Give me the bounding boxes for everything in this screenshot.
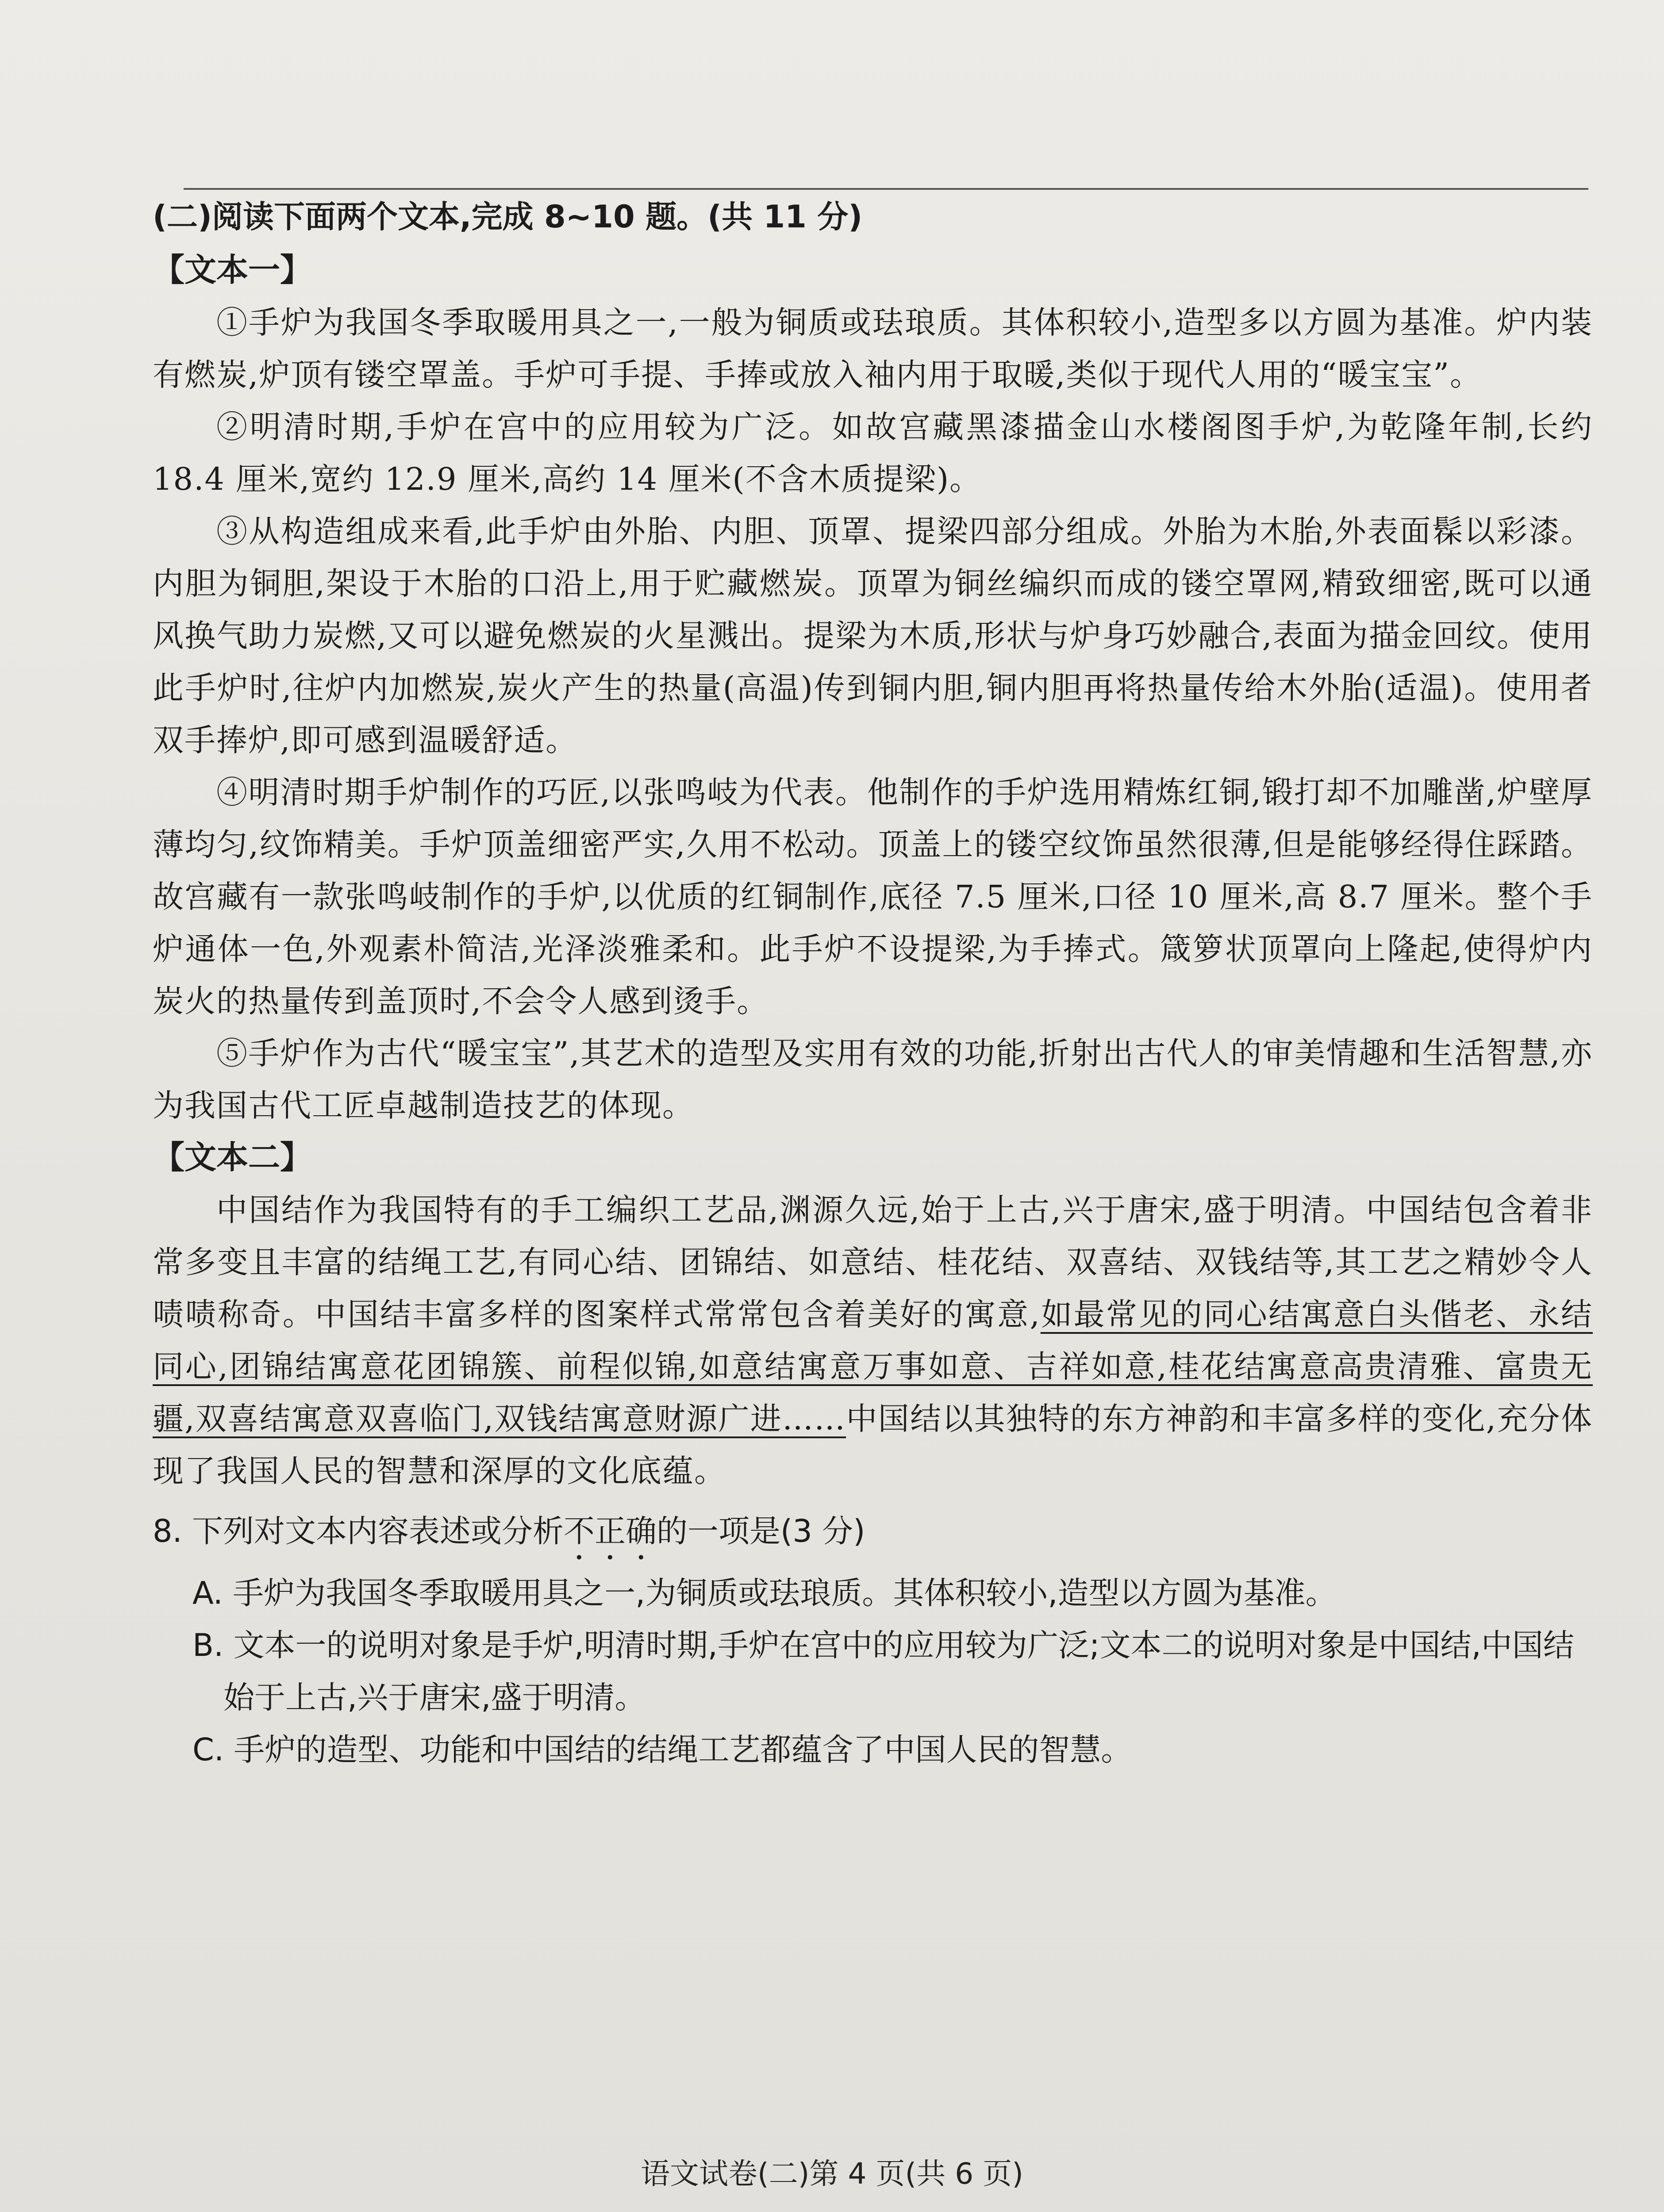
text2-tag: 【文本二】 [153, 1139, 312, 1176]
section-title: (二)阅读下面两个文本,完成 8~10 题。(共 11 分) [153, 199, 863, 235]
q8-option-a: A. 手炉为我国冬季取暖用具之一,为铜质或珐琅质。其体积较小,造型以方圆为基准。 [192, 1575, 1337, 1611]
page-content [153, 195, 1593, 1776]
text2-before-underline: 中国结作为我国特有的手工编织工艺品,渊源久远,始于上古,兴于唐宋,盛于明清。中国结包含着非常多变且丰富的结绳工艺,有同心结、团锦结、如意结、桂花结、双喜结、双钱结等,其工艺之精妙令人啧啧称奇。中国结丰富多样的图案样式常常包含着美好的寓意, [153, 1192, 1593, 1333]
text1-paragraph-4: ④明清时期手炉制作的巧匠,以张鸣岐为代表。他制作的手炉选用精炼红铜,锻打却不加雕凿,炉壁厚薄均匀,纹饰精美。手炉顶盖细密严实,久用不松动。顶盖上的镂空纹饰虽然很薄,但是能够经得住踩踏。故宫藏有一款张鸣岐制作的手炉,以优质的红铜制作,底径 7.5 厘米,口径 10 厘米,高 8.7 厘米。整个手炉通体一色,外观素朴简洁,光泽淡雅柔和。此手炉不设提梁,为手捧式。箴箩状顶罩向上隆起,使得炉内炭火的热量传到盖顶时,不会令人感到烫手。 [153, 774, 1593, 1019]
text2-underlined-examples: 如最常见的同心结寓意白头偕老、永结同心,团锦结寓意花团锦簇、前程似锦,如意结寓意万事如意、吉祥如意,桂花结寓意高贵清雅、富贵无疆,双喜结寓意双喜临门,双钱结寓意财源广进…… [153, 1296, 1593, 1437]
q8-option-b: B. 文本一的说明对象是手炉,明清时期,手炉在宫中的应用较为广泛;文本二的说明对象是中国结,中国结始于上古,兴于唐宋,盛于明清。 [192, 1627, 1574, 1716]
q8-stem-suffix: 的一项是(3 分) [657, 1513, 865, 1549]
q8-stem-emphasis: 不正确 [564, 1513, 657, 1549]
text1-paragraph-2: ②明清时期,手炉在宫中的应用较为广泛。如故宫藏黑漆描金山水楼阁图手炉,为乾隆年制,长约 18.4 厘米,宽约 12.9 厘米,高约 14 厘米(不含木质提梁)。 [153, 409, 1593, 497]
text1-paragraph-3: ③从构造组成来看,此手炉由外胎、内胆、顶罩、提梁四部分组成。外胎为木胎,外表面髹以彩漆。内胆为铜胆,架设于木胎的口沿上,用于贮藏燃炭。顶罩为铜丝编织而成的镂空罩网,精致细密,既可以通风换气助力炭燃,又可以避免燃炭的火星溅出。提梁为木质,形状与炉身巧妙融合,表面为描金回纹。使用此手炉时,往炉内加燃炭,炭火产生的热量(高温)传到铜内胆,铜内胆再将热量传给木外胎(适温)。使用者双手捧炉,即可感到温暖舒适。 [153, 513, 1593, 758]
top-divider [184, 188, 1588, 190]
q8-option-c: C. 手炉的造型、功能和中国结的结绳工艺都蕴含了中国人民的智慧。 [192, 1732, 1132, 1768]
q8-stem-prefix: 8. 下列对文本内容表述或分析 [153, 1513, 564, 1549]
text2-after-underline: 中国结以其独特的东方神韵和丰富多样的变化,充分体现了我国人民的智慧和深厚的文化底蕴。 [153, 1401, 1593, 1489]
text1-paragraph-5: ⑤手炉作为古代“暖宝宝”,其艺术的造型及实用有效的功能,折射出古代人的审美情趣和生活智慧,亦为我国古代工匠卓越制造技艺的体现。 [153, 1035, 1593, 1124]
text1-paragraph-1: ①手炉为我国冬季取暖用具之一,一般为铜质或珐琅质。其体积较小,造型多以方圆为基准。炉内装有燃炭,炉顶有镂空罩盖。手炉可手提、手捧或放入袖内用于取暖,类似于现代人用的“暖宝宝”。 [153, 304, 1593, 393]
text2-paragraph [153, 1184, 1593, 1497]
text1-tag: 【文本一】 [153, 251, 312, 288]
page-footer: 语文试卷(二)第 4 页(共 6 页) [641, 2157, 1023, 2191]
question-8-stem [153, 1505, 1593, 1567]
